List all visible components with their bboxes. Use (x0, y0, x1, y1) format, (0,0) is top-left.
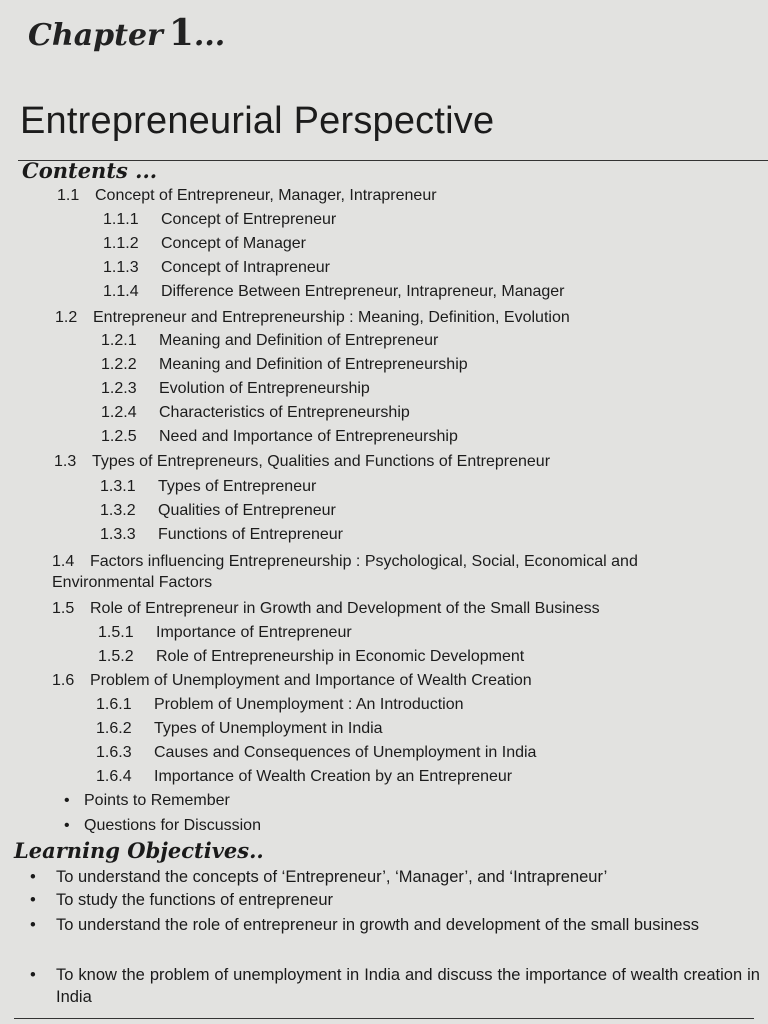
bullet-icon: • (30, 868, 36, 886)
chapter-suffix: ... (193, 18, 226, 53)
toc-entry: 1.1.3 Concept of Intrapreneur (103, 259, 330, 276)
toc-entry: 1.5.2 Role of Entrepreneurship in Economic Development (98, 648, 525, 665)
bullet-icon: • (30, 966, 36, 984)
toc-entry: 1.4 Factors influencing Entrepreneurship : Psychological, Social, Economical and Environmental Factors (52, 553, 638, 591)
toc-entry: 1.6.1 Problem of Unemployment : An Introduction (96, 696, 464, 713)
bullet-icon: • (64, 792, 70, 809)
contents-heading: Contents ... (22, 158, 158, 183)
toc-entry: 1.5 Role of Entrepreneur in Growth and Development of the Small Business (52, 600, 600, 617)
toc-entry: 1.3 Types of Entrepreneurs, Qualities and Functions of Entrepreneur (54, 453, 551, 470)
toc-entry: 1.6.3 Causes and Consequences of Unemployment in India (96, 744, 537, 761)
bullet-icon: • (64, 817, 70, 834)
chapter-label: Chapter (28, 18, 163, 53)
toc-entry: 1.2 Entrepreneur and Entrepreneurship : Meaning, Definition, Evolution (55, 309, 570, 326)
objective-item: • To understand the role of entrepreneur in growth and development of the small business (30, 916, 699, 934)
objective-item: • To study the functions of entrepreneur (30, 891, 334, 909)
toc-entry: 1.2.3 Evolution of Entrepreneurship (101, 380, 370, 397)
toc-entry: 1.2.1 Meaning and Definition of Entrepreneur (101, 332, 439, 349)
toc-entry: 1.1 Concept of Entrepreneur, Manager, Intrapreneur (57, 187, 437, 204)
objective-item: • To understand the concepts of ‘Entrepreneur’, ‘Manager’, and ‘Intrapreneur’ (30, 868, 608, 886)
chapter-number: 1 (168, 12, 194, 54)
bottom-divider (14, 1018, 754, 1019)
toc-entry: 1.6 Problem of Unemployment and Importance of Wealth Creation (52, 672, 532, 689)
learning-objectives-heading: Learning Objectives.. (14, 838, 264, 863)
toc-entry: 1.2.5 Need and Importance of Entrepreneurship (101, 428, 458, 445)
toc-end-item: • Points to Remember (64, 792, 230, 809)
toc-entry: 1.1.1 Concept of Entrepreneur (103, 211, 337, 228)
toc-entry: 1.5.1 Importance of Entrepreneur (98, 624, 352, 641)
bullet-icon: • (30, 916, 36, 934)
toc-end-item: • Questions for Discussion (64, 817, 261, 834)
toc-entry: 1.3.3 Functions of Entrepreneur (100, 526, 343, 543)
toc-entry: 1.6.4 Importance of Wealth Creation by an Entrepreneur (96, 768, 513, 785)
toc-entry: 1.6.2 Types of Unemployment in India (96, 720, 383, 737)
toc-entry: 1.2.4 Characteristics of Entrepreneurship (101, 404, 410, 421)
toc-entry: 1.1.2 Concept of Manager (103, 235, 306, 252)
toc-entry: 1.2.2 Meaning and Definition of Entrepreneurship (101, 356, 468, 373)
objective-item: • To know the problem of unemployment in India and discuss the importance of wealth creation in India (30, 966, 760, 1006)
toc-entry: 1.3.1 Types of Entrepreneur (100, 478, 317, 495)
toc-entry: 1.3.2 Qualities of Entrepreneur (100, 502, 336, 519)
chapter-title: Entrepreneurial Perspective (20, 100, 495, 142)
toc-entry: 1.1.4 Difference Between Entrepreneur, Intrapreneur, Manager (103, 283, 565, 300)
chapter-heading (28, 12, 225, 54)
bullet-icon: • (30, 891, 36, 909)
